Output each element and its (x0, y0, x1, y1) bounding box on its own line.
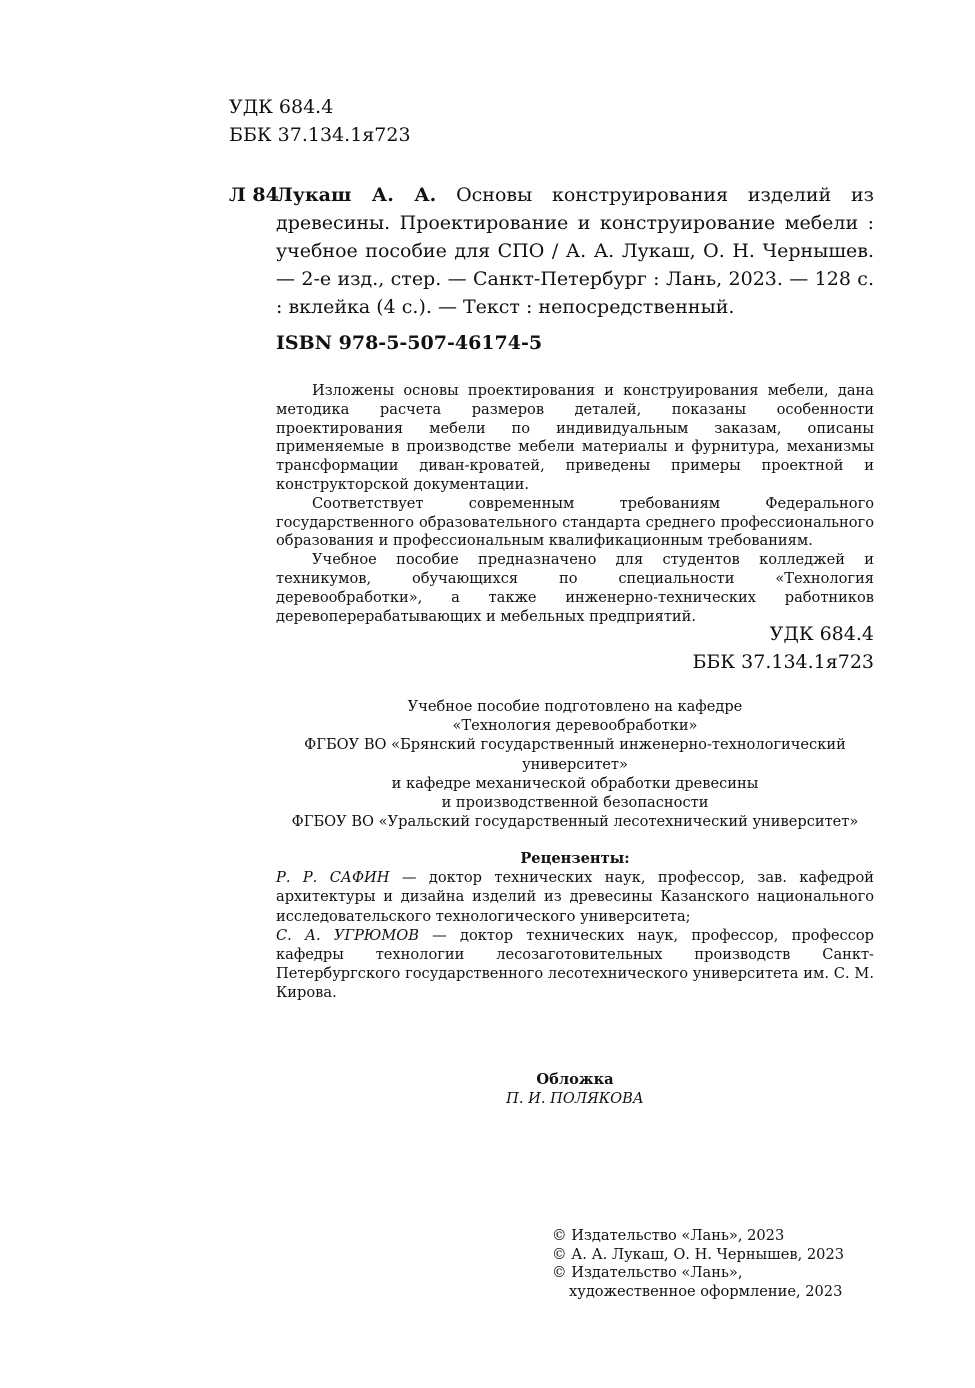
abstract-paragraph: Учебное пособие предназначено для студентов колледжей и техникумов, обучающихся по специальности «Технология деревообработки», а также инженерно-технических работников деревоперерабатывающих и мебельных предприятий. (276, 551, 874, 625)
author-mark: Л 84 (229, 184, 279, 206)
prepared-by (276, 697, 874, 831)
reviewers-title: Рецензенты: (520, 850, 630, 867)
copyright-block (552, 1227, 844, 1301)
bibliographic-entry (229, 181, 874, 321)
prepared-line: ФГБОУ ВО «Уральский государственный лесотехнический университет» (291, 813, 859, 831)
reviewer-name: Р. Р. САФИН (276, 869, 390, 887)
copyright-line: художественное оформление, 2023 (569, 1282, 843, 1300)
reviewer-name: С. А. УГРЮМОВ (276, 926, 419, 944)
abstract (276, 382, 874, 626)
prepared-line: ФГБОУ ВО «Брянский государственный инженерно-технологический (304, 736, 846, 754)
cover-designer: П. И. ПОЛЯКОВА (506, 1090, 644, 1108)
prepared-line: университет» (522, 755, 628, 773)
classification-block-right (692, 620, 874, 676)
reviewer-details: — доктор технических наук, профессор, зав. кафедрой архитектуры и дизайна изделий из древесины Казанского национального исследовательского технологического университета; (276, 869, 874, 925)
reviewer (276, 868, 874, 926)
bbk-code: ББК 37.134.1я723 (692, 651, 874, 673)
abstract-paragraph: Изложены основы проектирования и конструирования мебели, дана методика расчета размеров деталей, показаны особенности проектирования мебели по индивидуальным заказам, описаны применяемые в производстве мебели материалы и фурнитура, механизмы трансформации диван-кроватей, приведены примеры проектной и конструкторской документации. (276, 382, 874, 493)
prepared-line: и кафедре механической обработки древесины (391, 774, 759, 792)
prepared-line: и производственной безопасности (441, 794, 709, 812)
copyright-line: © А. А. Лукаш, О. Н. Чернышев, 2023 (552, 1245, 845, 1263)
reviewers (276, 849, 874, 1003)
cover-title: Обложка (536, 1071, 614, 1088)
reviewer (276, 926, 874, 1003)
udk-code: УДК 684.4 (229, 96, 334, 118)
prepared-line: Учебное пособие подготовлено на кафедре (407, 698, 743, 715)
cover-credit (276, 1070, 874, 1108)
abstract-paragraph: Соответствует современным требованиям Федерального государственного образовательного стандарта среднего профессионального образования и профессиональным квалификационным требованиям. (276, 494, 874, 550)
description-text: Основы конструирования изделий из древесины. Проектирование и конструирование мебели : учебное пособие для СПО / А. А. Лукаш, О. Н. Чернышев. — 2-е изд., стер. — Санкт-Петербург : Лань, 2023. — 128 с. : вклейка (4 с.). — Текст : непосредственный. (276, 184, 874, 318)
copyright-line: © Издательство «Лань», 2023 (552, 1227, 785, 1244)
bbk-code: ББК 37.134.1я723 (229, 124, 411, 146)
copyright-line: © Издательство «Лань», (552, 1264, 743, 1282)
prepared-line: «Технология деревообработки» (452, 717, 698, 735)
classification-block-top (229, 93, 411, 149)
bibliographic-description (276, 181, 874, 321)
isbn: ISBN 978-5-507-46174-5 (276, 332, 543, 354)
udk-code: УДК 684.4 (769, 623, 874, 645)
reviewer-details: — доктор технических наук, профессор, профессор кафедры технологии лесозаготовительных производств Санкт-Петербургского государственного лесотехнического университета им. С. М. Кирова. (276, 926, 874, 1002)
author-name: Лукаш А. А. (276, 184, 437, 206)
